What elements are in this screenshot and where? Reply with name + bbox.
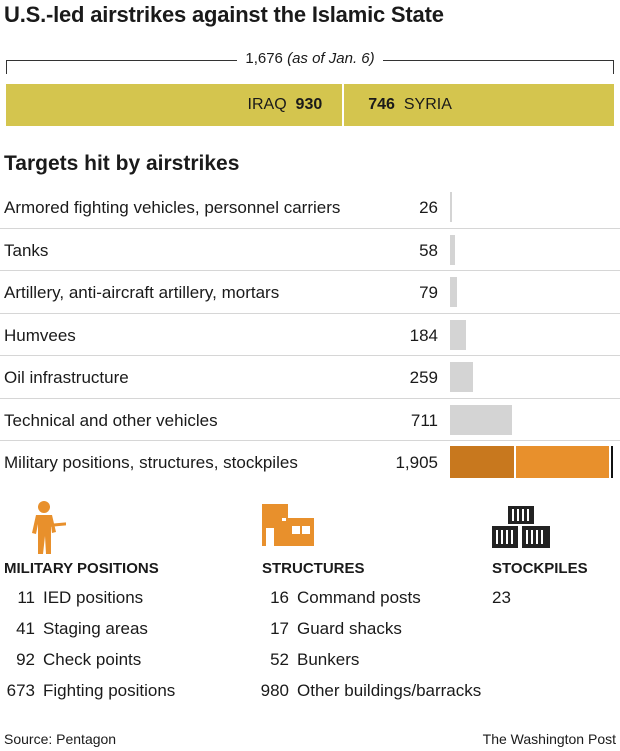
bar-row	[0, 314, 620, 357]
bar-row	[0, 441, 620, 484]
crates-icon	[492, 506, 550, 548]
total-note: (as of Jan. 6)	[287, 50, 375, 67]
bar-row	[0, 356, 620, 399]
structures-list-item	[270, 650, 481, 681]
targets-bar-chart	[0, 186, 620, 484]
bar-row	[0, 271, 620, 314]
bar-value-label: 58	[419, 240, 438, 260]
military-list-item	[6, 681, 176, 712]
total-label	[0, 50, 620, 67]
bar-category-label: Armored fighting vehicles, personnel carriers	[4, 198, 341, 217]
syria-segment	[344, 84, 614, 126]
bar-segment	[611, 446, 613, 478]
list-item-label: Guard shacks	[297, 619, 402, 638]
bar-category-label: Artillery, anti-aircraft artillery, mortars	[4, 283, 280, 302]
list-item-count: 980	[260, 681, 289, 700]
bar-segmented	[450, 446, 613, 478]
credit: The Washington Post	[482, 731, 616, 747]
military-positions-list	[6, 588, 176, 712]
list-item-label: IED positions	[43, 588, 144, 607]
list-item-count: 52	[270, 650, 289, 669]
iraq-value: 930	[295, 96, 323, 113]
chart-title: U.S.-led airstrikes against the Islamic State	[4, 2, 444, 27]
list-item-label: Other buildings/barracks	[297, 681, 482, 700]
list-item-count: 17	[270, 619, 289, 638]
building-icon	[262, 504, 314, 546]
structures-list-item	[270, 619, 481, 650]
stockpiles-heading: STOCKPILES	[492, 560, 588, 577]
bar-category-label: Tanks	[4, 240, 49, 260]
iraq-segment	[6, 84, 342, 126]
list-item-count: 92	[16, 650, 35, 669]
list-item-count: 23	[492, 588, 511, 607]
targets-title: Targets hit by airstrikes	[4, 152, 240, 175]
list-item-label: Command posts	[297, 588, 421, 607]
list-item-label: Fighting positions	[43, 681, 176, 700]
stockpiles-list-item	[492, 588, 511, 619]
military-positions-heading: MILITARY POSITIONS	[4, 560, 159, 577]
list-item-count: 41	[16, 619, 35, 638]
bar-category-label: Humvees	[4, 325, 76, 345]
syria-label: SYRIA	[403, 96, 452, 113]
bar-segment	[516, 446, 609, 478]
structures-list-item	[260, 681, 482, 712]
structures-list	[260, 588, 482, 712]
bar-segment	[450, 446, 514, 478]
bar	[450, 277, 457, 307]
bar-value-label: 1,905	[395, 453, 438, 472]
bar	[450, 362, 473, 392]
military-list-item	[16, 619, 175, 650]
total-value: 1,676	[245, 50, 283, 67]
bar	[450, 405, 512, 435]
list-item-label: Check points	[43, 650, 142, 669]
syria-value: 746	[368, 96, 395, 113]
list-item-label: Bunkers	[297, 650, 360, 669]
bar-row	[0, 229, 620, 272]
bar	[450, 235, 455, 265]
bar-category-label: Technical and other vehicles	[4, 410, 218, 430]
source-note: Source: Pentagon	[4, 731, 117, 747]
soldier-icon	[26, 500, 66, 554]
military-list-item	[17, 588, 175, 619]
list-item-count: 11	[17, 588, 35, 607]
iraq-syria-split-bar	[6, 84, 614, 126]
bar-value-label: 26	[419, 198, 438, 217]
bar-value-label: 184	[409, 325, 438, 345]
military-list-item	[16, 650, 175, 681]
bar-value-label: 259	[409, 368, 438, 387]
bar	[450, 192, 452, 222]
structures-list-item	[270, 588, 481, 619]
structures-heading: STRUCTURES	[262, 560, 365, 577]
stockpiles-list	[492, 588, 511, 619]
bar-value-label: 79	[419, 283, 438, 302]
bar-row	[0, 186, 620, 229]
iraq-label: IRAQ	[247, 96, 287, 113]
bar-category-label: Oil infrastructure	[4, 368, 129, 387]
bar	[450, 320, 466, 350]
list-item-count: 673	[6, 681, 35, 700]
list-item-count: 16	[270, 588, 289, 607]
bar-value-label: 711	[410, 410, 438, 430]
list-item-label: Staging areas	[43, 619, 148, 638]
bar-row	[0, 399, 620, 442]
bar-category-label: Military positions, structures, stockpiles	[4, 453, 298, 472]
